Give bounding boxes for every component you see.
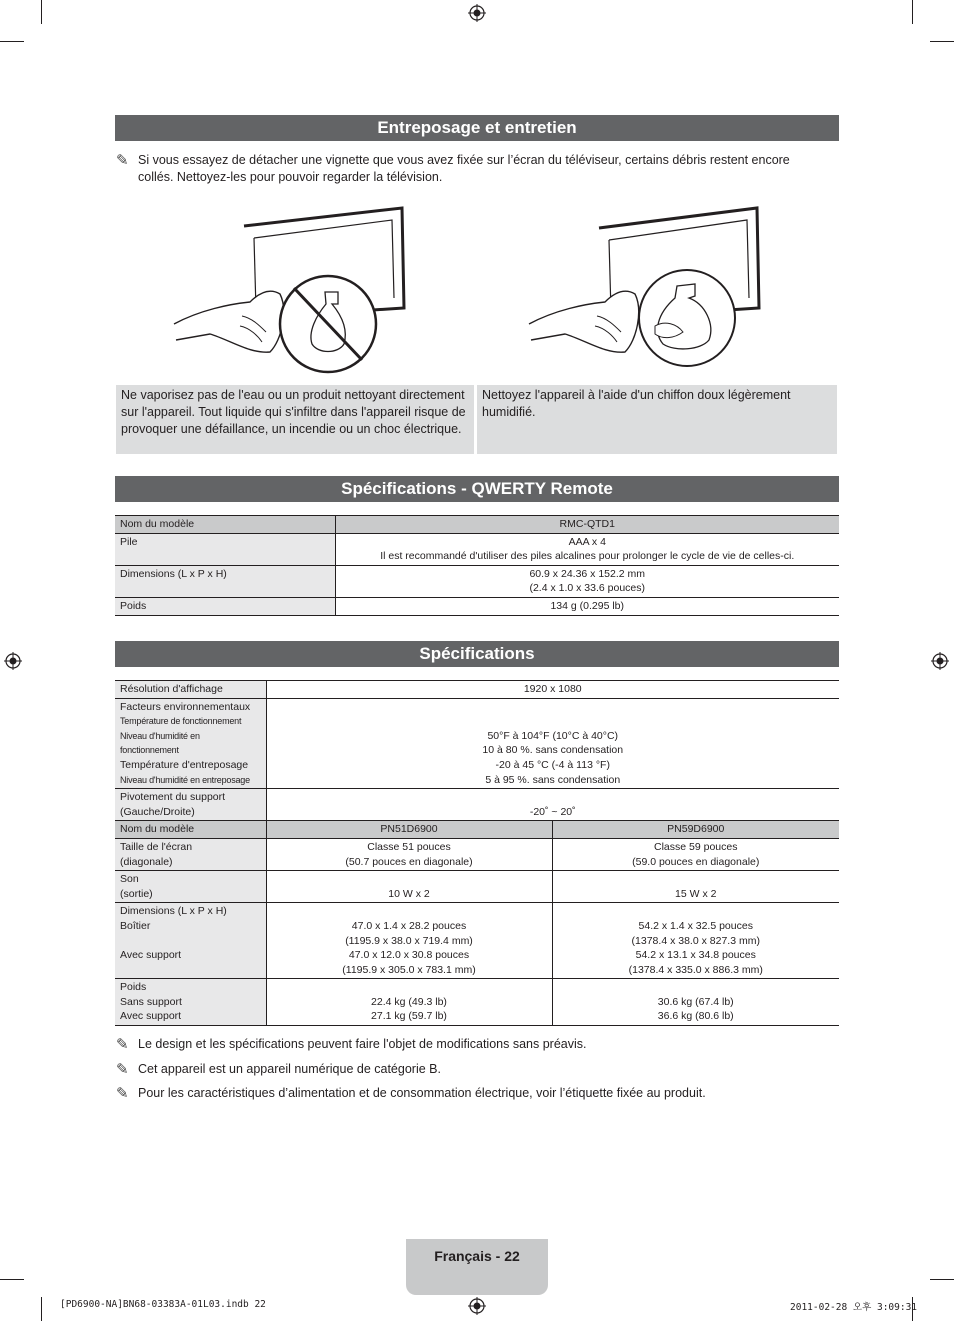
section-title-storage: Entreposage et entretien — [115, 115, 839, 141]
storage-note-text: Si vous essayez de détacher une vignette que vous avez fixée sur l’écran du téléviseur, certains débris restent encore collés. Nettoyez-les pour pouvoir regarder la télévision. — [138, 153, 790, 184]
sound-label-2: (sortie) — [120, 887, 153, 900]
remote-battery-value-2: Il est recommandé d'utiliser des piles alcalines pour prolonger le cycle de vie de celles-ci. — [380, 550, 795, 563]
caption-soft-cloth: Nettoyez l'appareil à l'aide d'un chiffon doux légèrement humidifié. — [477, 385, 837, 454]
footnote-3 — [116, 1085, 836, 1102]
remote-dimensions-label: Dimensions (L x P x H) — [115, 565, 335, 597]
footnote-1 — [116, 1036, 836, 1053]
dimensions-label-1: Dimensions (L x P x H) — [120, 905, 227, 918]
screen-a-1: Classe 51 pouces — [367, 840, 451, 853]
environment-value-4: 5 à 95 %. sans condensation — [485, 773, 621, 786]
environment-value-2: 10 à 80 %. sans condensation — [482, 744, 624, 757]
model-b: PN59D6900 — [552, 821, 839, 839]
screen-a — [266, 838, 552, 870]
resolution-value: 1920 x 1080 — [266, 681, 839, 699]
table-row — [115, 903, 839, 979]
table-row — [115, 533, 839, 565]
sound-label-1: Son — [120, 873, 139, 886]
dimensions-b-2: (1378.4 x 38.0 x 827.3 mm) — [631, 934, 760, 947]
screen-label-1: Taille de l'écran — [120, 840, 193, 853]
environment-value-3: -20 à 45 °C (-4 à 113 °F) — [495, 758, 610, 771]
remote-dimensions-value-2: (2.4 x 1.0 x 33.6 pouces) — [529, 582, 646, 595]
weight-label-3: Avec support — [120, 1010, 182, 1023]
crop-mark — [912, 0, 913, 24]
weight-a-1: 22.4 kg (49.3 lb) — [371, 995, 447, 1008]
remote-weight-value: 134 g (0.295 lb) — [335, 597, 839, 615]
environment-sub-3: Température d'entreposage — [120, 758, 249, 771]
table-row — [115, 871, 839, 903]
section-title-remote: Spécifications - QWERTY Remote — [115, 476, 839, 502]
tv-spec-table — [115, 680, 839, 1026]
swivel-value: -20˚ ~ 20˚ — [266, 789, 839, 821]
pen-icon: ✎ — [116, 1061, 129, 1078]
dimensions-a-1: 47.0 x 1.4 x 28.2 pouces — [351, 919, 467, 932]
pen-icon: ✎ — [116, 1085, 129, 1102]
pen-icon: ✎ — [116, 1036, 129, 1053]
dimensions-a — [266, 903, 552, 979]
environment-sub-1: Température de fonctionnement — [120, 716, 242, 727]
dimensions-label-3: Avec support — [120, 949, 182, 962]
crop-mark — [0, 41, 24, 42]
crop-mark — [930, 41, 954, 42]
environment-title: Facteurs environnementaux — [120, 700, 251, 713]
sound-b: 15 W x 2 — [552, 871, 839, 903]
table-row — [115, 821, 839, 839]
table-row — [115, 516, 839, 534]
screen-label-2: (diagonale) — [120, 855, 173, 868]
model-a: PN51D6900 — [266, 821, 552, 839]
table-row — [115, 979, 839, 1026]
sound-label — [115, 871, 266, 903]
weight-a-2: 27.1 kg (59.7 lb) — [371, 1010, 447, 1023]
table-row — [115, 698, 839, 789]
screen-label — [115, 838, 266, 870]
swivel-label-2: (Gauche/Droite) — [120, 805, 195, 818]
screen-b-1: Classe 59 pouces — [654, 840, 738, 853]
dimensions-b-4: (1378.4 x 335.0 x 886.3 mm) — [628, 963, 763, 976]
remote-model-value: RMC-QTD1 — [335, 516, 839, 534]
weight-a — [266, 979, 552, 1026]
environment-value — [266, 698, 839, 789]
registration-mark-icon — [931, 652, 949, 670]
dimensions-b-1: 54.2 x 1.4 x 32.5 pouces — [638, 919, 753, 932]
page-number-tab: Français - 22 — [406, 1239, 548, 1295]
dimensions-label — [115, 903, 266, 979]
remote-spec-table — [115, 515, 839, 616]
model-label: Nom du modèle — [115, 821, 266, 839]
crop-mark — [930, 1279, 954, 1280]
weight-label-2: Sans support — [120, 995, 182, 1008]
footnote-text: Le design et les spécifications peuvent faire l'objet de modifications sans préavis. — [138, 1037, 587, 1051]
footnote-text: Pour les caractéristiques d’alimentation et de consommation électrique, voir l’étiquette fixée au produit. — [138, 1086, 706, 1100]
environment-sub-4: Niveau d'humidité en entreposage — [120, 774, 250, 785]
registration-mark-icon — [4, 652, 22, 670]
section-title-specs: Spécifications — [115, 641, 839, 667]
table-row — [115, 565, 839, 597]
crop-mark — [0, 1279, 24, 1280]
print-slug-left: [PD6900-NA]BN68-03383A-01L03.indb 22 — [60, 1299, 266, 1310]
weight-label-1: Poids — [120, 981, 147, 994]
table-row — [115, 681, 839, 699]
dimensions-b — [552, 903, 839, 979]
environment-value-1: 50°F à 104°F (10°C à 40°C) — [487, 729, 619, 742]
remote-dimensions-value-1: 60.9 x 24.36 x 152.2 mm — [529, 567, 646, 580]
swivel-label-1: Pivotement du support — [120, 791, 226, 804]
table-row — [115, 838, 839, 870]
remote-weight-label: Poids — [115, 597, 335, 615]
remote-battery-value — [335, 533, 839, 565]
soft-cloth-illustration — [525, 200, 765, 380]
weight-b-1: 30.6 kg (67.4 lb) — [657, 995, 734, 1008]
no-spray-illustration — [170, 200, 410, 380]
screen-b-2: (59.0 pouces en diagonale) — [632, 855, 760, 868]
environment-sub-2: Niveau d'humidité en fonctionnement — [120, 730, 200, 756]
remote-battery-value-1: AAA x 4 — [568, 535, 606, 548]
environment-label — [115, 698, 266, 789]
screen-b — [552, 838, 839, 870]
footnote-2 — [116, 1061, 836, 1078]
dimensions-a-4: (1195.9 x 305.0 x 783.1 mm) — [342, 963, 476, 976]
screen-a-2: (50.7 pouces en diagonale) — [345, 855, 473, 868]
dimensions-b-3: 54.2 x 13.1 x 34.8 pouces — [635, 949, 756, 962]
dimensions-label-2: Boîtier — [120, 919, 151, 932]
remote-model-label: Nom du modèle — [115, 516, 335, 534]
print-slug-right: 2011-02-28 오후 3:09:31 — [790, 1302, 918, 1313]
table-row — [115, 597, 839, 615]
crop-mark — [41, 0, 42, 24]
weight-b-2: 36.6 kg (80.6 lb) — [657, 1010, 734, 1023]
pen-icon: ✎ — [116, 152, 129, 169]
remote-battery-label: Pile — [115, 533, 335, 565]
resolution-label: Résolution d'affichage — [115, 681, 266, 699]
dimensions-a-2: (1195.9 x 38.0 x 719.4 mm) — [345, 934, 473, 947]
footnote-text: Cet appareil est un appareil numérique de catégorie B. — [138, 1062, 441, 1076]
storage-note — [116, 152, 836, 186]
remote-dimensions-value — [335, 565, 839, 597]
table-row — [115, 789, 839, 821]
weight-label — [115, 979, 266, 1026]
dimensions-a-3: 47.0 x 12.0 x 30.8 pouces — [348, 949, 470, 962]
weight-b — [552, 979, 839, 1026]
sound-a: 10 W x 2 — [266, 871, 552, 903]
registration-mark-icon — [468, 1297, 486, 1315]
registration-mark-icon — [468, 4, 486, 22]
swivel-label — [115, 789, 266, 821]
caption-do-not-spray: Ne vaporisez pas de l'eau ou un produit nettoyant directement sur l'appareil. Tout liquide qui s'infiltre dans l'appareil risque de provoquer une défaillance, un incendie ou un choc électrique. — [116, 385, 474, 454]
crop-mark — [41, 1297, 42, 1321]
